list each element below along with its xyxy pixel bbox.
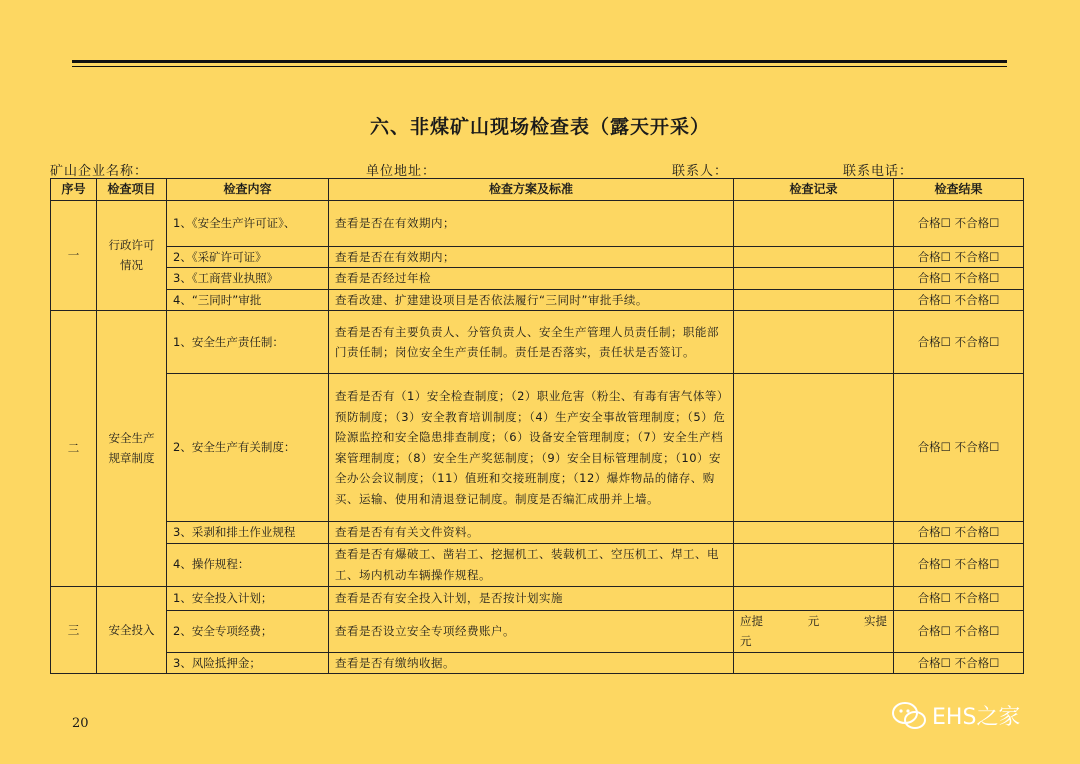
header-standard: 检查方案及标准 [329,179,734,201]
table-row [51,200,1024,246]
watermark [892,700,1020,731]
check-result[interactable]: 合格☐ 不合格☐ [894,289,1024,311]
check-record[interactable] [734,289,894,311]
header-content: 检查内容 [167,179,329,201]
wechat-icon [892,701,926,731]
check-result[interactable]: 合格☐ 不合格☐ [894,543,1024,586]
table-row [51,289,1024,311]
watermark-text: EHS之家 [932,705,1021,730]
check-content: 1、安全投入计划； [167,586,329,610]
check-standard: 查看是否有有关文件资料。 [329,522,734,544]
check-standard: 查看是否有安全投入计划，是否按计划实施 [329,586,734,610]
section-number: 三 [51,586,97,674]
check-content: 2、安全生产有关制度： [167,374,329,522]
check-result[interactable]: 合格☐ 不合格☐ [894,652,1024,674]
check-standard: 查看是否有主要负责人、分管负责人、安全生产管理人员责任制；职能部门责任制；岗位安全生产责任制。责任是否落实，责任状是否签订。 [329,311,734,374]
check-content: 3、《工商营业执照》 [167,268,329,290]
check-record[interactable] [734,586,894,610]
section-number: 一 [51,200,97,311]
check-standard: 查看是否在有效期内； [329,246,734,268]
phone-label: 联系电话： [843,164,914,179]
check-standard: 查看是否经过年检 [329,268,734,290]
check-result[interactable]: 合格☐ 不合格☐ [894,311,1024,374]
check-record[interactable] [734,610,894,652]
check-record[interactable] [734,374,894,522]
check-result[interactable]: 合格☐ 不合格☐ [894,610,1024,652]
record-actual-label: 实提 [864,613,887,628]
contact-label: 联系人： [672,164,729,179]
table-header-row [51,179,1024,201]
table-row [51,543,1024,586]
check-standard: 查看是否在有效期内； [329,200,734,246]
check-content: 3、风险抵押金； [167,652,329,674]
page-number: 20 [72,716,89,731]
check-record[interactable] [734,246,894,268]
page-title: 六、非煤矿山现场检查表（露天开采） [369,116,710,138]
check-result[interactable]: 合格☐ 不合格☐ [894,522,1024,544]
table-row [51,268,1024,290]
section-number: 二 [51,311,97,587]
table-row [51,522,1024,544]
check-result[interactable]: 合格☐ 不合格☐ [894,374,1024,522]
check-result[interactable]: 合格☐ 不合格☐ [894,586,1024,610]
check-content: 1、安全生产责任制： [167,311,329,374]
check-record[interactable] [734,268,894,290]
table-row [51,311,1024,374]
check-content: 3、采剥和排土作业规程 [167,522,329,544]
check-record[interactable] [734,543,894,586]
check-content: 4、操作规程： [167,543,329,586]
record-expected-label: 应提 [740,613,763,628]
section-item: 安全投入 [97,586,167,674]
inspection-table [50,178,1024,674]
check-result[interactable]: 合格☐ 不合格☐ [894,200,1024,246]
check-content: 4、“三同时”审批 [167,289,329,311]
check-content: 2、安全专项经费； [167,610,329,652]
header-record: 检查记录 [734,179,894,201]
company-name-label: 矿山企业名称： [50,164,149,179]
check-record[interactable] [734,311,894,374]
check-standard: 查看是否有缴纳收据。 [329,652,734,674]
table-row [51,246,1024,268]
check-result[interactable]: 合格☐ 不合格☐ [894,268,1024,290]
header-rule-thin [72,66,1007,67]
table-row [51,652,1024,674]
section-item: 行政许可情况 [97,200,167,311]
section-item: 安全生产规章制度 [97,311,167,587]
table-row [51,610,1024,652]
header-num: 序号 [51,179,97,201]
table-row [51,374,1024,522]
check-standard: 查看是否有（1）安全检查制度；（2）职业危害（粉尘、有毒有害气体等）预防制度；（3）安全教育培训制度；（4）生产安全事故管理制度；（5）危险源监控和安全隐患排查制度；（6）设备安全管理制度；（7）安全生产档案管理制度；（8）安全生产奖惩制度；（9）安全目标管理制度；（10）安全办公会议制度；（11）值班和交接班制度；（12）爆炸物品的储存、购买、运输、使用和清退登记制度。制度是否编汇成册并上墙。 [329,374,734,522]
check-record[interactable] [734,652,894,674]
check-standard: 查看改建、扩建建设项目是否依法履行“三同时”审批手续。 [329,289,734,311]
record-yuan-label-2: 元 [740,634,752,648]
check-standard: 查看是否有爆破工、凿岩工、挖掘机工、装载机工、空压机工、焊工、电工、场内机动车辆操作规程。 [329,543,734,586]
check-result[interactable]: 合格☐ 不合格☐ [894,246,1024,268]
address-label: 单位地址： [366,164,437,179]
check-content: 2、《采矿许可证》 [167,246,329,268]
check-record[interactable] [734,200,894,246]
record-yuan-label: 元 [807,613,820,628]
check-standard: 查看是否设立安全专项经费账户。 [329,610,734,652]
check-content: 1、《安全生产许可证》、 [167,200,329,246]
check-record[interactable] [734,522,894,544]
table-row [51,586,1024,610]
header-result: 检查结果 [894,179,1024,201]
header-rule-thick [72,60,1007,63]
header-item: 检查项目 [97,179,167,201]
